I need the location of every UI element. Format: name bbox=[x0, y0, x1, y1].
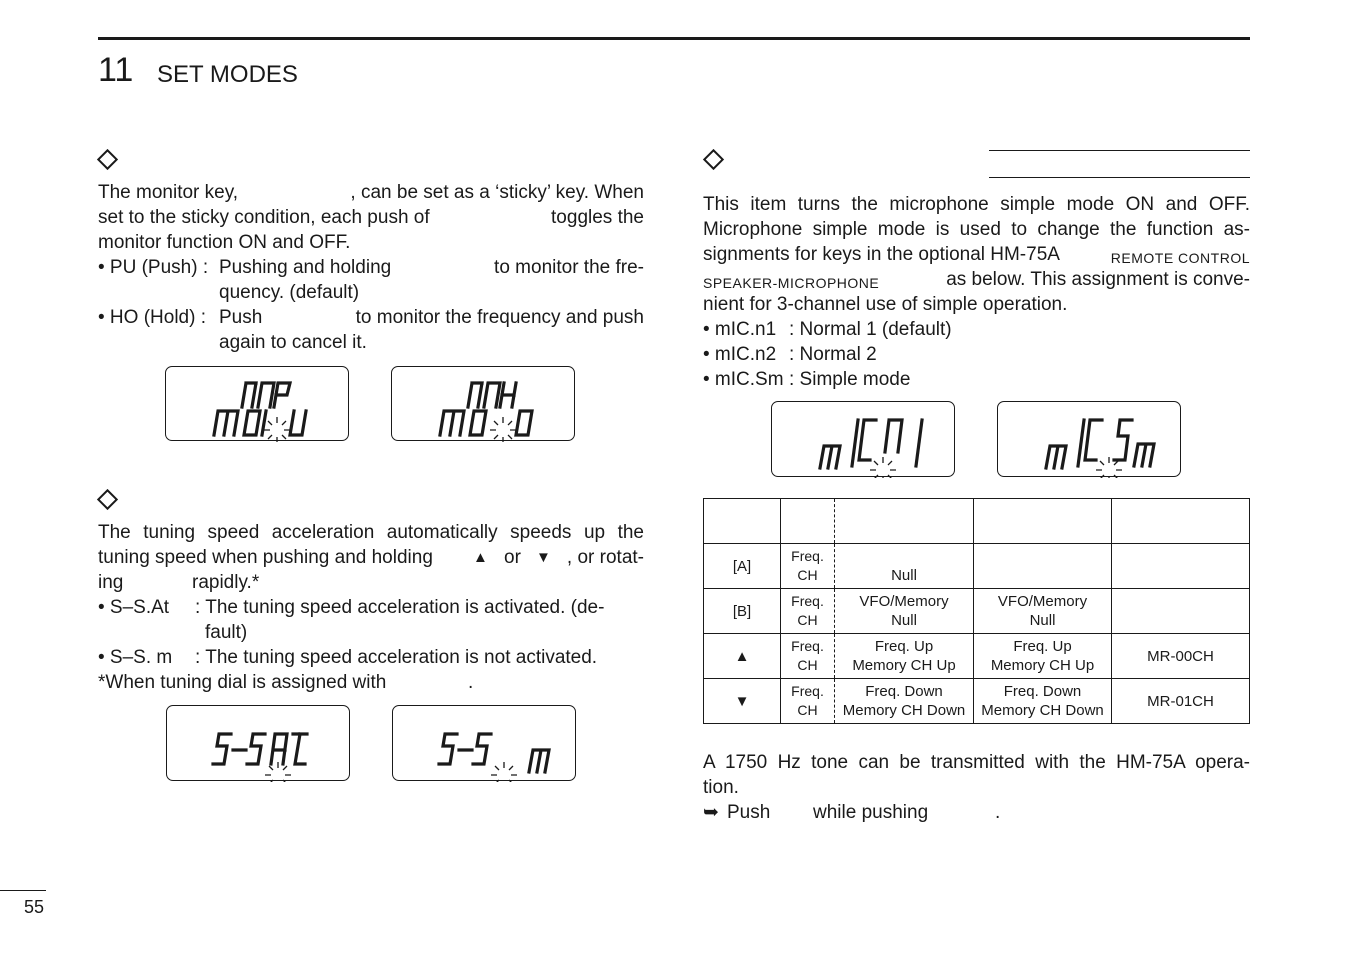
monitor-intro: The monitor key, , can be set as a ‘sticky’ key. When set to the sticky condition, each push of toggles the monitor function ON and OFF. bbox=[98, 182, 644, 253]
lcd-monitor-ho bbox=[391, 366, 575, 441]
table-header-row bbox=[704, 499, 1250, 544]
tone-text: A 1750 Hz tone can be transmitted with the HM-75A opera- tion. ➥ Push while pushing . bbox=[703, 752, 1250, 823]
down-triangle-icon: ▼ bbox=[704, 679, 781, 724]
chapter-title: SET MODES bbox=[157, 61, 298, 88]
down-triangle-icon: ▼ bbox=[536, 549, 551, 566]
arrow-icon: ➥ bbox=[703, 802, 719, 823]
mic-mode-text: This item turns the microphone simple mode ON and OFF. Microphone simple mode is used to change the function as- signments for keys in the optional HM-75A REMOTE CONTROL SPEAKER-MICROPHONE as below. This assignment is conve- nient for 3-channel use of simple operation. • mIC.n1 : Normal 1 (default) • mIC.n2 : Normal 2 • mIC.Sm : Simple mode bbox=[703, 194, 1250, 390]
up-triangle-icon: ▲ bbox=[473, 549, 488, 566]
option-sat: • S–S.At : The tuning speed acceleration is activated. (de- fault) bbox=[98, 597, 605, 643]
page-number: 55 bbox=[24, 897, 45, 917]
rule-line bbox=[989, 150, 1250, 151]
section-diamond-icon bbox=[97, 489, 118, 510]
tuning-note: *When tuning dial is assigned with . bbox=[98, 672, 474, 693]
lcd-monitor-ho-value: MONHO bbox=[392, 367, 396, 368]
option-pu: • PU (Push) : Pushing and holding to monitor the fre- quency. (default) bbox=[98, 257, 644, 303]
lcd-mic-n1-value: MIC.N1 bbox=[772, 402, 776, 403]
lcd-mic-n1 bbox=[771, 401, 955, 477]
lcd-mic-sm-value: MIC.SM bbox=[998, 402, 1002, 403]
up-triangle-icon: ▲ bbox=[704, 634, 781, 679]
section-diamond-icon bbox=[703, 149, 724, 170]
top-rule bbox=[98, 37, 1250, 40]
tuning-intro: The tuning speed acceleration automatically speeds up the tuning speed when pushing and holding ▲ or ▼ , or rotat- ing rapidly.* bbox=[98, 522, 644, 593]
table-row: [B] Freq. CH VFO/Memory Null VFO/Memory Null bbox=[704, 589, 1250, 634]
option-sm: • S–S. m : The tuning speed acceleration is not activated. bbox=[98, 647, 598, 668]
lcd-tuning-sm-value: S-S M bbox=[393, 706, 396, 707]
rule-line bbox=[989, 177, 1250, 178]
lcd-tuning-sat bbox=[166, 705, 350, 781]
option-ho: • HO (Hold) : Push to monitor the frequency and push again to cancel it. bbox=[98, 307, 644, 353]
chapter-number: 11 bbox=[98, 51, 134, 89]
lcd-monitor-pu bbox=[165, 366, 349, 441]
lcd-tuning-sm bbox=[392, 705, 576, 781]
mic-function-table bbox=[703, 498, 1250, 724]
section-diamond-icon bbox=[97, 149, 118, 170]
table-row: ▲ Freq. CH Freq. Up Memory CH Up Freq. Up Memory CH Up MR-00CH bbox=[704, 634, 1250, 679]
page-rule bbox=[0, 890, 46, 891]
table-row: [A] Freq. CH Null bbox=[704, 544, 1250, 589]
table-row: ▼ Freq. CH Freq. Down Memory CH Down Freq. Down Memory CH Down MR-01CH bbox=[704, 679, 1250, 724]
lcd-tuning-sat-value: S-SAT bbox=[167, 706, 170, 707]
lcd-monitor-pu-value: MONPU bbox=[166, 367, 170, 368]
lcd-mic-sm bbox=[997, 401, 1181, 477]
